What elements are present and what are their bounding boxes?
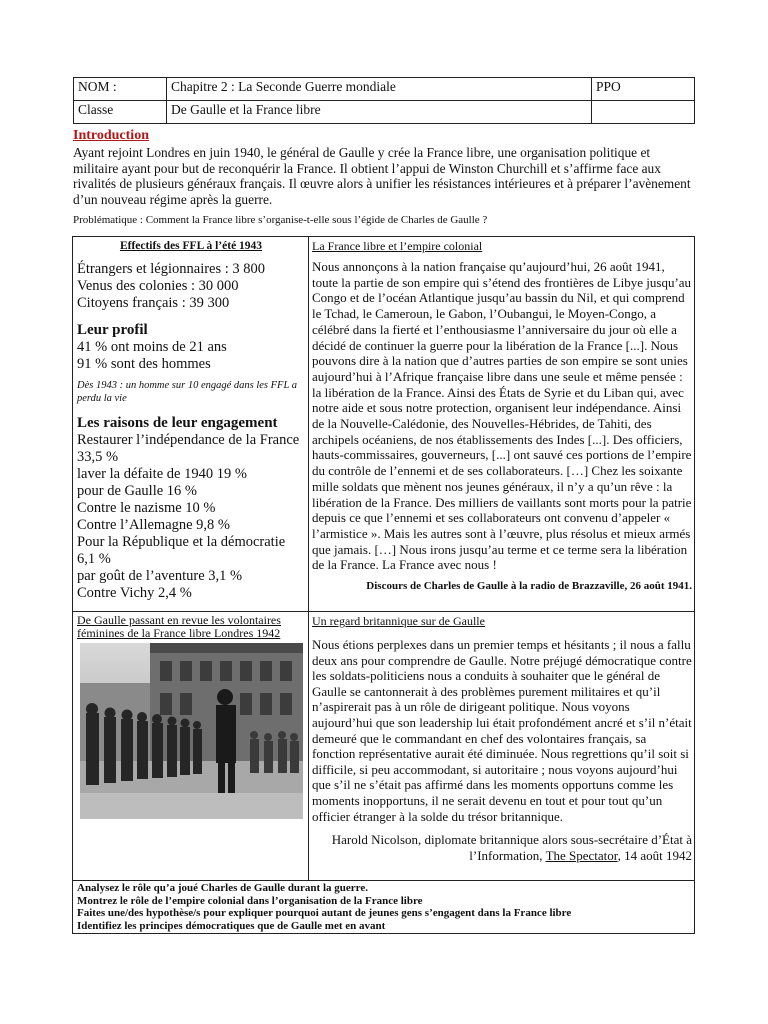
- chapter-title: Chapitre 2 : La Seconde Guerre mondiale: [167, 78, 592, 101]
- raison-item: Contre le nazisme 10 %: [77, 500, 216, 516]
- raison-item: laver la défaite de 1940 19 %: [77, 466, 247, 482]
- question-item: Faites une/des hypothèse/s pour expliquer pourquoi autant de jeunes gens s’engagent dans la France libre: [77, 907, 572, 920]
- ppo-label: PPO: [592, 78, 695, 101]
- discours-title: La France libre et l’empire colonial: [312, 239, 483, 253]
- photo-caption: De Gaulle passant en revue les volontaires féminines de la France libre Londres 1942: [77, 613, 281, 640]
- regard-source-date: , 14 août 1942: [617, 847, 692, 863]
- regard-title: Un regard britannique sur de Gaulle: [312, 614, 485, 628]
- raison-item: Contre l’Allemagne 9,8 %: [77, 517, 231, 533]
- photo-caption-block: [77, 614, 305, 640]
- raison-item: pour de Gaulle 16 %: [77, 483, 197, 499]
- subject-title: De Gaulle et la France libre: [167, 101, 592, 124]
- regard-text: Nous étions perplexes dans un premier temps et hésitants ; il nous a fallu deux ans pour comprendre de Gaulle. Notre préjugé démocratique contre les soldats-politiciens nous a conduits à souhaiter que le général de Gaulle se cantonnerait à des problèmes purement militaires et qu’il n’aspirerait pas à un rôle de dirigeant politique. Nous voyons aujourd’hui que son leadership lui était profondément ancré et s’il n’était demeuré que le commandant en chef des volontaires français, sa fonction représentative aurait été diminuée. Nous regrettions qu’il soit si difficile, si peu accommodant, si autoritaire ; nous voyons aujourd’hui que s’il ne s’était pas affirmé dans les moments opportuns comme les moments inopportuns, il ne serait devenu en tout et pour tout qu’un officier étranger à la solde du trésor britannique.: [312, 637, 692, 824]
- raisons-title: Les raisons de leur engagement: [77, 415, 278, 431]
- question-item: Identifiez les principes démocratiques que de Gaulle met en avant: [77, 919, 386, 932]
- questions-block: [77, 882, 687, 932]
- effectifs-line: Citoyens français : 39 300: [77, 295, 230, 311]
- raison-item: Restaurer l’indépendance de la France 33,5 %: [77, 432, 300, 465]
- problematique: Problématique : Comment la France libre s’organise-t-elle sous l’égide de Charles de Gaulle ?: [73, 214, 488, 226]
- intro-title: Introduction: [73, 128, 149, 143]
- header-table: [73, 77, 695, 124]
- row-divider: [73, 611, 694, 612]
- raison-item: par goût de l’aventure 3,1 %: [77, 568, 243, 584]
- profil-title: Leur profil: [77, 322, 148, 338]
- effectifs-title: Effectifs des FFL à l’été 1943: [119, 240, 263, 252]
- regard-source-publication: The Spectator: [545, 847, 618, 863]
- classe-label: Classe: [74, 101, 167, 124]
- empty-cell: [592, 101, 695, 124]
- discours-source: Discours de Charles de Gaulle à la radio de Brazzaville, 26 août 1941.: [366, 580, 692, 593]
- discours-text: Nous annonçons à la nation française qu’aujourd’hui, 26 août 1941, toute la partie de son empire qui s’étend des frontières de Libye jusqu’au Congo et de l’océan Atlantique jusqu’au bassin du Nil, et qui comprend le Tchad, le Cameroun, le Gabon, l’Oubangui, le Moyen-Congo, a célébré dans la fierté et l’enthousiasme l’anniversaire du jour où elle a décidé de continuer la guerre pour la libération de la France [...]. Nous pouvons dire à la nation que d’autres parties de son empire se sont unies aujourd’hui à l’Afrique française libre dans une seule et même pensée : la libération de la France. Ainsi des États de Syrie et du Liban qui, avec notre aide et sous notre protection, organisent leur indépendance. Ainsi de la Nouvelle-Calédonie, des Nouvelles-Hébrides, de Tahiti, des archipels océaniens, de nos établissements des Indes [...]. Des officiers, hauts-commissaires, gouverneurs, [...] ont sauvé ces portions de l’empire du contrôle de l’ennemi et de ses collaborateurs. […] Chez les soixante mille soldats que mènent nos jeunes généraux, il n’y a qu’un rêve : la libération de la France. Des milliers de vaillants sont morts pour la patrie depuis ce que l’ennemi et ses collaborateurs ont convenu d’appeler « l’armistice ». Mais les autres sont à l’œuvre, plus résolus et mieux armés que jamais. […] Nous irons jusqu’au terme et ce terme sera la libération de la France. La France avec nous !: [312, 259, 692, 573]
- intro-text: Ayant rejoint Londres en juin 1940, le général de Gaulle y crée la France libre, une organisation politique et militaire ayant pour but de reconquérir la France. Il obtient l’appui de Winston Churchill et s’affirme face aux rivalités de plusieurs généraux français. Il œuvre alors à unifier les résistances intérieures et à préparer l’avènement d’un nouveau régime après la guerre.: [73, 145, 691, 207]
- raison-item: Contre Vichy 2,4 %: [77, 585, 192, 601]
- document-grid: [72, 236, 695, 934]
- regard-panel: [312, 614, 692, 863]
- discours-panel: [312, 239, 692, 592]
- effectifs-panel: [77, 240, 305, 602]
- question-item: Montrez le rôle de l’empire colonial dans l’organisation de la France libre: [77, 894, 423, 907]
- effectifs-line: Étrangers et légionnaires : 3 800: [77, 261, 266, 277]
- losses-note: Dès 1943 : un homme sur 10 engagé dans les FFL a perdu la vie: [77, 380, 297, 404]
- question-item: Analysez le rôle qu’a joué Charles de Gaulle durant la guerre.: [77, 882, 368, 894]
- nom-label: NOM :: [74, 78, 167, 101]
- raison-item: Pour la République et la démocratie 6,1 %: [77, 534, 286, 567]
- effectifs-line: Venus des colonies : 30 000: [77, 278, 239, 294]
- profil-line: 91 % sont des hommes: [77, 356, 211, 372]
- regard-source-author: Harold Nicolson, diplomate britannique alors sous-secrétaire d’État à l’Information,: [331, 832, 692, 863]
- row-divider: [73, 880, 694, 881]
- column-divider: [308, 237, 309, 880]
- regard-source: [312, 832, 692, 863]
- profil-line: 41 % ont moins de 21 ans: [77, 339, 227, 355]
- de-gaulle-review-photo: [80, 643, 303, 819]
